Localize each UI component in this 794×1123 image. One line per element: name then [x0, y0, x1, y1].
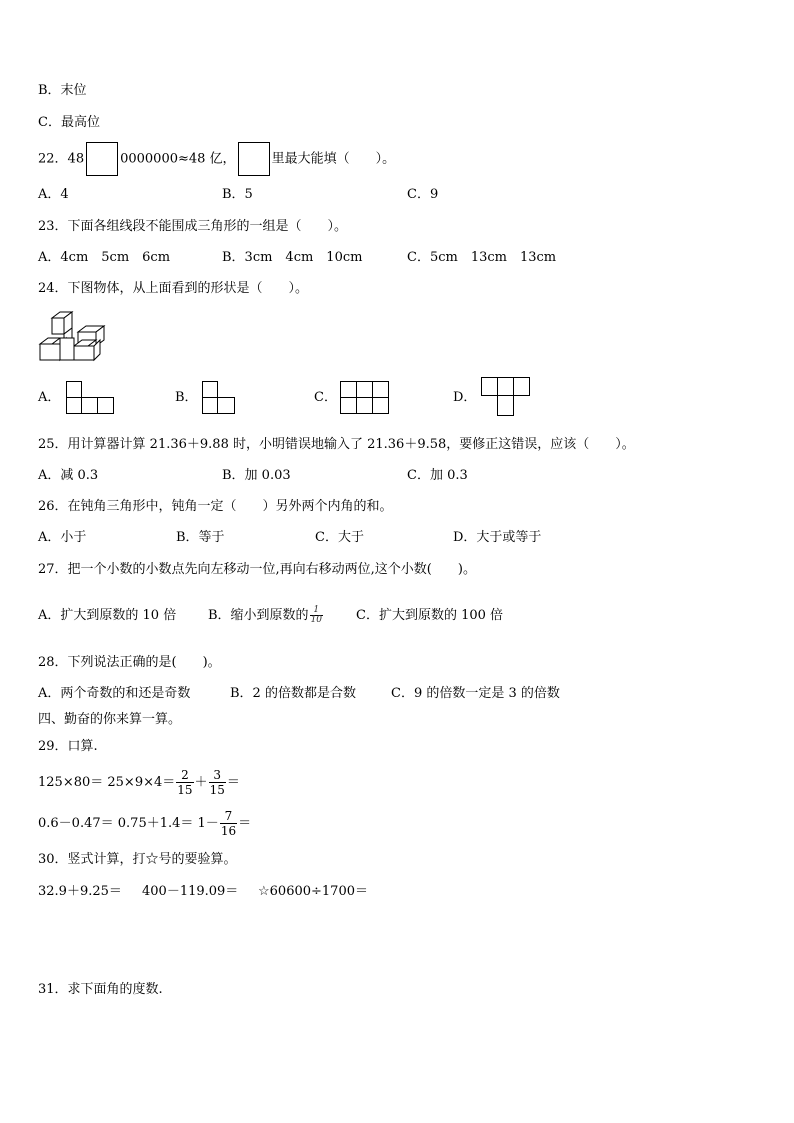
equals-sign: ＝: [238, 816, 252, 831]
q27-option-b: [208, 600, 324, 632]
q24-option-b: B．: [175, 390, 198, 405]
q29-row-1: [38, 766, 240, 800]
option-a-top-view: [66, 381, 114, 415]
q29-row-2: [38, 807, 251, 841]
q30-item-c: ☆60600÷1700＝: [258, 884, 368, 899]
oral-calc-item: 0.75＋1.4＝: [117, 816, 194, 831]
q21-option-c: C．最高位: [38, 115, 100, 130]
q23-option-c: C．5cm 13cm 13cm: [407, 250, 557, 265]
question-26-stem: 26．在钝角三角形中，钝角一定（ ）另外两个内角的和。: [38, 499, 393, 514]
q30-item-a: 32.9＋9.25＝: [38, 884, 122, 899]
q22-prefix: 48: [67, 151, 85, 167]
equals-sign: ＝: [226, 775, 240, 790]
question-31-stem: 31．求下面角的度数.: [38, 982, 163, 997]
operator: ＋: [194, 775, 208, 790]
fraction-numerator: 3: [213, 768, 222, 782]
cube-stack-figure: [38, 310, 110, 362]
fraction-numerator: 2: [181, 768, 189, 782]
option-b-top-view: [202, 381, 236, 415]
question-29-stem: 29．口算.: [38, 739, 98, 754]
question-24-stem: 24．下图物体，从上面看到的形状是（ ）。: [38, 281, 309, 296]
q27-option-c: C．扩大到原数的 100 倍: [356, 608, 504, 623]
fraction: [310, 606, 323, 625]
oral-calc-item: 25×9×4＝: [107, 775, 176, 790]
q22-option-c: C．9: [407, 187, 439, 202]
question-27-stem: 27．把一个小数的小数点先向左移动一位,再向右移动两位,这个小数( )。: [38, 562, 476, 577]
q27-option-a: A．扩大到原数的 10 倍: [38, 608, 177, 623]
q26-option-c: C．大于: [315, 530, 364, 545]
q22-option-a: A．4: [38, 187, 69, 202]
q26-option-a: A．小于: [38, 530, 87, 545]
q21-option-b: B．末位: [38, 83, 87, 98]
question-30-stem: 30．竖式计算，打☆号的要验算。: [38, 852, 237, 867]
fraction: [209, 768, 226, 797]
q27-option-b-text: B．缩小到原数的: [208, 608, 309, 623]
q28-option-c: C．9 的倍数一定是 3 的倍数: [391, 686, 560, 701]
q25-option-a: A．减 0.3: [38, 468, 99, 483]
question-23-stem: 23．下面各组线段不能围成三角形的一组是（ ）。: [38, 219, 348, 234]
q28-option-a: A．两个奇数的和还是奇数: [38, 686, 191, 701]
fraction-denominator: 16: [220, 824, 237, 838]
q28-option-b: B．2 的倍数都是合数: [230, 686, 356, 701]
q24-option-a: A．: [38, 390, 61, 405]
q22-option-b: B．5: [222, 187, 253, 202]
q30-item-b: 400－119.09＝: [142, 884, 239, 899]
option-d-top-view: [481, 377, 531, 417]
question-22-stem: [38, 142, 395, 176]
question-25-stem: 25．用计算器计算 21.36＋9.88 时，小明错误地输入了 21.36＋9.58，要修正这错误，应该（ ）。: [38, 437, 635, 452]
question-28-stem: 28．下列说法正确的是( )。: [38, 655, 221, 670]
question-number: 22．: [38, 151, 68, 167]
q24-option-d: D．: [453, 390, 477, 405]
q26-option-b: B．等于: [176, 530, 225, 545]
q23-option-a: A．4cm 5cm 6cm: [38, 250, 171, 265]
fraction-denominator: 15: [177, 783, 193, 797]
fraction: [176, 768, 193, 797]
answer-box: [86, 142, 118, 176]
fraction-numerator: 7: [224, 809, 233, 823]
q22-suffix: 里最大能填（ ）。: [271, 151, 396, 167]
fraction-denominator: 10: [310, 615, 323, 625]
q25-option-c: C．加 0.3: [407, 468, 468, 483]
fraction-denominator: 15: [209, 783, 225, 797]
q24-option-c: C．: [314, 390, 337, 405]
q26-option-d: D．大于或等于: [453, 530, 542, 545]
oral-calc-item: 1－: [197, 816, 219, 831]
section-4-heading: 四、勤奋的你来算一算。: [38, 712, 182, 727]
fraction-numerator: 1: [313, 605, 320, 615]
option-c-top-view: [340, 381, 390, 415]
oral-calc-item: 125×80＝: [38, 775, 104, 790]
q22-middle: 0000000≈48 亿，: [120, 151, 236, 167]
q23-option-b: B．3cm 4cm 10cm: [222, 250, 363, 265]
q25-option-b: B．加 0.03: [222, 468, 291, 483]
answer-box: [238, 142, 270, 176]
oral-calc-item: 0.6－0.47＝: [38, 816, 114, 831]
fraction: [220, 809, 237, 838]
